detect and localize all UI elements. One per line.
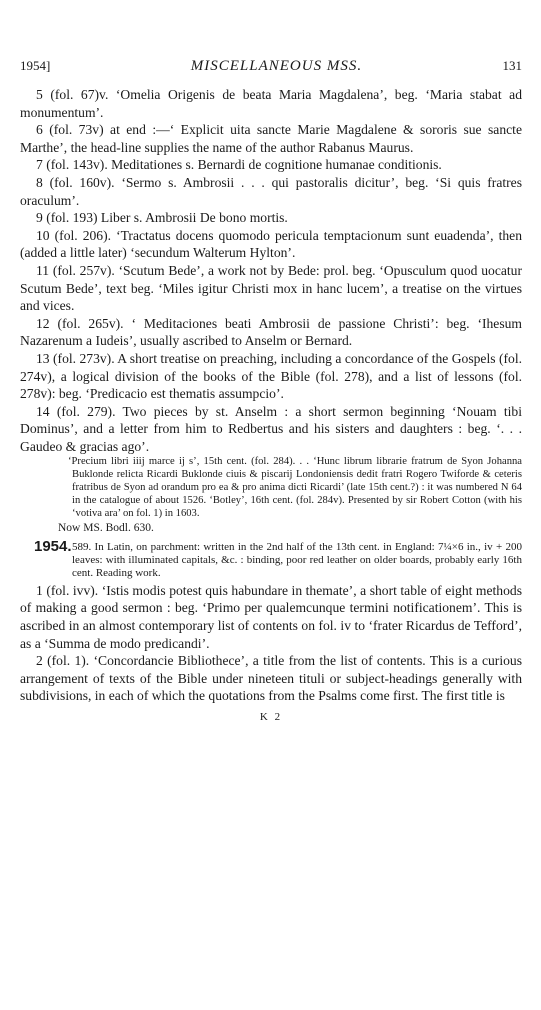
document-page (20, 58, 522, 723)
header-title: MISCELLANEOUS MSS. (190, 58, 363, 74)
paragraph: 14 (fol. 279). Two pieces by st. Anselm : a short sermon beginning ‘Nouam tibi Dominus’, and a letter from him to Redbertus and his sisters and daughters : beg. ‘. . . Gaudeo & gracias ago’. (20, 403, 522, 454)
paragraph: 12 (fol. 265v). ‘ Meditaciones beati Ambrosii de passione Christi’: beg. ‘Ihesum Nazarenum a Iudeis’, usually ascribed to Anselm or Bernard. (20, 315, 522, 349)
entry-number: 1954. (34, 538, 72, 556)
paragraph: 5 (fol. 67)v. ‘Omelia Origenis de beata Maria Magdalena’, beg. ‘Maria stabat ad monumentum’. (20, 87, 522, 120)
entry-heading (20, 538, 522, 580)
document-body (20, 86, 522, 705)
shelfmark-note: Now MS. Bodl. 630. (58, 522, 154, 535)
running-header (20, 58, 522, 82)
paragraph: 2 (fol. 1). ‘Concordancie Bibliothece’, a title from the list of contents. This is a curious arrangement of texts of the Bible under nineteen tituli or subject-headings generally with subdivisions, in each of which the quotations from the Psalms come first. The first title is (20, 653, 522, 704)
paragraph: 7 (fol. 143v). Meditationes s. Bernardi de cognitione humanae conditionis. (36, 157, 442, 173)
header-left: 1954] (20, 58, 51, 73)
paragraph: 13 (fol. 273v). A short treatise on preaching, including a concordance of the Gospels (fol. 274v), a logical division of the books of the Bible (fol. 278), and a list of lessons (fol. 278v): beg. ‘Predicacio est thematis assumpcio’. (20, 350, 522, 402)
paragraph: 6 (fol. 73v) at end :—‘ Explicit uita sancte Marie Magdalene & sororis sue sancte Marthe’, the head-line supplies the name of the author Rabanus Maurus. (20, 122, 522, 155)
signature-mark: K 2 (259, 711, 283, 723)
paragraph: 10 (fol. 206). ‘Tractatus docens quomodo pericula temptacionum sunt euadenda’, then (added a little later) ‘secundum Walterum Hylton’. (20, 227, 522, 261)
paragraph: 1 (fol. ivv). ‘Istis modis potest quis habundare in themate’, a short table of eight methods of making a good sermon : beg. ‘Primo per qualemcunque termini notificationem’. This is ascribed in an almost contemporary list of contents on fol. iv to ‘frater Ricardus de Tefford’, as a ‘Summa de modo predicandi’. (20, 582, 522, 651)
page-number: 131 (502, 58, 522, 73)
provenance-note: ‘Precium libri iiij marce ij s’, 15th cent. (fol. 284). . . ‘Hunc librum librarie fratrum de Syon Johanna Buklonde relicta Ricardi Buklonde ciuis & piscarij Londoniensis dedit fratri Rogero Twiforde & ceteris fratribus de Syon ad orandum pro ea & pro anima dicti Ricardi’ (late 15th cent.?) : it was numbered N 64 in the catalogue of about 1526. ‘Botley’, 16th cent. (fol. 284v). Presented by sir Robert Cotton (with his ‘votiva ara’ on fol. 1) in 1603. (68, 456, 522, 519)
paragraph: 11 (fol. 257v). ‘Scutum Bede’, a work not by Bede: prol. beg. ‘Opusculum quod uocatur Scutum Bede’, text beg. ‘Miles igitur Christi mox in hanc lucem’, a treatise on the virtues and vices. (20, 262, 522, 314)
paragraph: 9 (fol. 193) Liber s. Ambrosii De bono mortis. (36, 210, 288, 226)
entry-description: 589. In Latin, on parchment: written in the 2nd half of the 13th cent. in England: 7¼×6 in., iv + 200 leaves: with illuminated capitals, &c. : binding, poor red leather on older boards, probably early 16th cent. Reading work. (72, 541, 522, 580)
paragraph: 8 (fol. 160v). ‘Sermo s. Ambrosii . . . qui pastoralis dicitur’, beg. ‘Si quis fratres oraculum’. (20, 174, 522, 208)
